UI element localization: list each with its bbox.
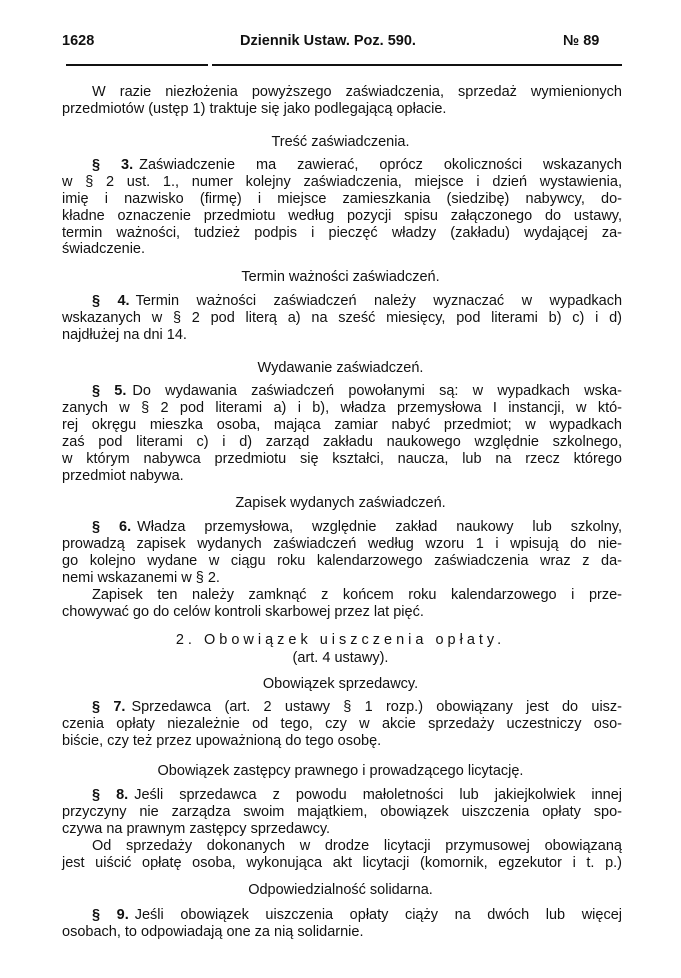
text-line: czenia opłaty niezależnie od tego, czy w akcie sprzedaży uczestniczy oso- xyxy=(62,716,622,732)
text-line: w § 2 ust. 1., numer kolejny zaświadczenia, miejsce i dzień wystawienia, xyxy=(62,174,622,190)
text-line: przedmiot nabywa. xyxy=(62,468,184,484)
text-line: jest uiścić opłatę osoba, wykonująca akt licytacji (komornik, egzekutor i t. p.) xyxy=(62,855,622,871)
text-line: zaś pod literami c) i d) zarząd zakładu naukowego względnie szkolnego, xyxy=(62,434,622,450)
text-line: zanych w § 2 pod literami a) i b), władza przemysłowa I instancji, w któ- xyxy=(62,400,622,416)
text-line: czywa na prawnym zastępcy sprzedawcy. xyxy=(62,821,331,837)
page-number: 1628 xyxy=(62,33,95,49)
paragraph-label: § 9. xyxy=(92,907,129,923)
text-line: termin ważności, tudzież podpis i pieczęć władzy (zakładu) wydającej za- xyxy=(62,225,622,241)
heading: Zapisek wydanych zaświadczeń. xyxy=(235,495,446,511)
heading: Obowiązek zastępcy prawnego i prowadzącego licytację. xyxy=(157,763,524,779)
text-line: najdłużej na dni 14. xyxy=(62,327,187,343)
text-line: rej okręgu mieszka osoba, mająca zamiar nabyć przedmiot; w wypadkach xyxy=(62,417,622,433)
heading: Odpowiedzialność solidarna. xyxy=(248,882,433,898)
text-line: nemi wskazanemi w § 2. xyxy=(62,570,220,586)
heading: Treść zaświadczenia. xyxy=(271,134,410,150)
text-line: wskazanych w § 2 pod literą a) na sześć miesięcy, pod literami b) c) i d) xyxy=(62,310,622,326)
text-line: przedmiotów (ustęp 1) traktuje się jako podlegającą opłacie. xyxy=(62,101,447,117)
text-line: chowywać go do celów kontroli skarbowej przez lat pięć. xyxy=(62,604,424,620)
paragraph-label: § 6. xyxy=(92,519,132,535)
journal-title: Dziennik Ustaw. Poz. 590. xyxy=(240,33,416,49)
text-line: § 3. Zaświadczenie ma zawierać, oprócz okoliczności wskazanych xyxy=(92,157,622,173)
text-line: Od sprzedaży dokonanych w drodze licytacji przymusowej obowiązaną xyxy=(92,838,622,854)
text-line: W razie niezłożenia powyższego zaświadczenia, sprzedaż wymienionych xyxy=(92,84,622,100)
paragraph-label: § 7. xyxy=(92,699,126,715)
text-line: w którym nabywca przedmiotu się kształci, naucza, lub na rzecz którego xyxy=(62,451,622,467)
text-line: § 5. Do wydawania zaświadczeń powołanymi są: w wypadkach wska- xyxy=(92,383,623,399)
paragraph-label: § 8. xyxy=(92,787,129,803)
heading: Obowiązek sprzedawcy. xyxy=(262,676,419,692)
text-line: przyczyny nie zarządza swoim majątkiem, obowiązek uiszczenia opłaty spo- xyxy=(62,804,622,820)
text-line: go kolejno wydane w ciągu roku kalendarzowego zaświadczenia wraz z da- xyxy=(62,553,622,569)
text-line: kładne oznaczenie przedmiotu według pozycji spisu załączonego do ustawy, xyxy=(62,208,622,224)
paragraph-label: § 5. xyxy=(92,383,127,399)
heading: Wydawanie zaświadczeń. xyxy=(257,360,424,376)
text-line: Zapisek ten należy zamknąć z końcem roku kalendarzowego i prze- xyxy=(92,587,622,603)
text-line: § 6. Władza przemysłowa, względnie zakład naukowy lub szkolny, xyxy=(92,519,623,535)
text-line: biście, czy też przez upoważnioną do tego osobę. xyxy=(62,733,382,749)
paragraph-label: § 3. xyxy=(92,157,134,173)
text-line: § 8. Jeśli sprzedawca z powodu małoletności lub jakiejkolwiek innej xyxy=(92,787,622,803)
section-subtitle: (art. 4 ustawy). xyxy=(292,650,389,666)
text-line: osobach, to odpowiadają one za nią solidarnie. xyxy=(62,924,364,940)
section-title: 2. Obowiązek uiszczenia opłaty. xyxy=(175,632,506,648)
heading: Termin ważności zaświadczeń. xyxy=(241,269,440,285)
text-line: prowadzą zapisek wydanych zaświadczeń według wzoru 1 i wpisują do nie- xyxy=(62,536,622,552)
text-line: § 7. Sprzedawca (art. 2 ustawy § 1 rozp.) obowiązany jest do uisz- xyxy=(92,699,622,715)
text-line: świadczenie. xyxy=(62,241,146,257)
text-line: § 4. Termin ważności zaświadczeń należy wyznaczać w wypadkach xyxy=(92,293,623,309)
paragraph-label: § 4. xyxy=(92,293,130,309)
header-rule-left xyxy=(66,64,208,66)
header-rule-right xyxy=(212,64,622,66)
issue-number: № 89 xyxy=(563,33,600,49)
text-line: § 9. Jeśli obowiązek uiszczenia opłaty ciąży na dwóch lub więcej xyxy=(92,907,622,923)
text-line: imię i nazwisko (firmę) i miejsce zamieszkania (siedzibę) nabywcy, do- xyxy=(62,191,622,207)
